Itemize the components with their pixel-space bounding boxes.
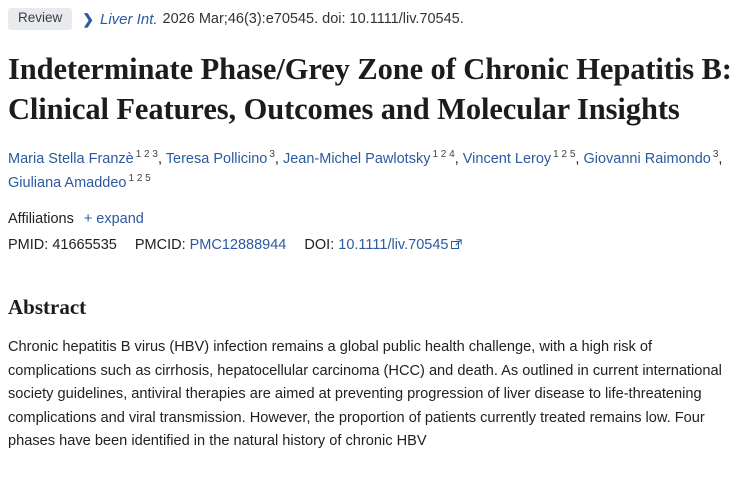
doi-label: DOI: bbox=[304, 236, 335, 253]
chevron-right-icon: ❯ bbox=[82, 10, 94, 27]
author-affiliation-refs: 1 2 3 bbox=[135, 149, 158, 161]
affiliations-label: Affiliations bbox=[8, 210, 74, 227]
author-separator: , bbox=[718, 151, 723, 168]
author-name[interactable]: Teresa Pollicino bbox=[165, 151, 268, 168]
citation-details: 2026 Mar;46(3):e70545. doi: 10.1111/liv.70545. bbox=[162, 11, 464, 27]
author-separator: , bbox=[157, 151, 162, 168]
abstract-text: Chronic hepatitis B virus (HBV) infection remains a global public health challenge, with a high risk of complications such as cirrhosis, hepatocellular carcinoma (HCC) and death. As outlined in current international society guidelines, antiviral therapies are aimed at preventing progression of liver disease to life-threatening complications and viral transmission. However, the proportion of patients currently treated remains low. Four phases have been identified in the natural history of chronic HBV bbox=[8, 338, 722, 450]
abstract-heading: Abstract bbox=[8, 294, 87, 319]
plus-icon: + bbox=[83, 210, 93, 227]
author-list bbox=[8, 147, 738, 194]
author-name[interactable]: Giovanni Raimondo bbox=[583, 151, 711, 168]
pmid-value: 41665535 bbox=[52, 236, 117, 253]
expand-affiliations-button[interactable] bbox=[84, 211, 144, 227]
journal-link[interactable]: Liver Int. bbox=[100, 10, 158, 28]
author-name[interactable]: Vincent Leroy bbox=[462, 151, 552, 168]
expand-label: expand bbox=[96, 210, 144, 227]
affiliations-row bbox=[8, 211, 738, 227]
pmid-label: PMID: bbox=[8, 236, 49, 253]
author-affiliation-refs: 1 2 5 bbox=[553, 149, 576, 161]
pmcid-link[interactable]: PMC12888944 bbox=[189, 236, 287, 253]
author-name[interactable]: Giuliana Amaddeo bbox=[8, 174, 127, 191]
doi-link[interactable]: 10.1111/liv.70545 bbox=[338, 236, 449, 253]
author-name[interactable]: Jean-Michel Pawlotsky bbox=[282, 151, 431, 168]
author-affiliation-refs: 1 2 4 bbox=[432, 149, 455, 161]
pmcid-label: PMCID: bbox=[134, 236, 186, 253]
page-title: Indeterminate Phase/Grey Zone of Chronic Hepatitis B: Clinical Features, Outcomes and Molecular Insights bbox=[8, 52, 732, 126]
external-link-icon[interactable] bbox=[451, 240, 460, 249]
author-separator: , bbox=[454, 151, 459, 168]
author-affiliation-refs: 3 bbox=[269, 149, 275, 161]
publication-type-badge[interactable]: Review bbox=[8, 8, 72, 30]
author-separator: , bbox=[274, 151, 279, 168]
author-affiliation-refs: 3 bbox=[712, 149, 719, 161]
citation-line bbox=[8, 0, 738, 32]
author-affiliation-refs: 1 2 5 bbox=[128, 172, 151, 184]
identifier-row bbox=[8, 237, 738, 253]
author-separator: , bbox=[575, 151, 580, 168]
author-name[interactable]: Maria Stella Franzè bbox=[8, 151, 134, 168]
